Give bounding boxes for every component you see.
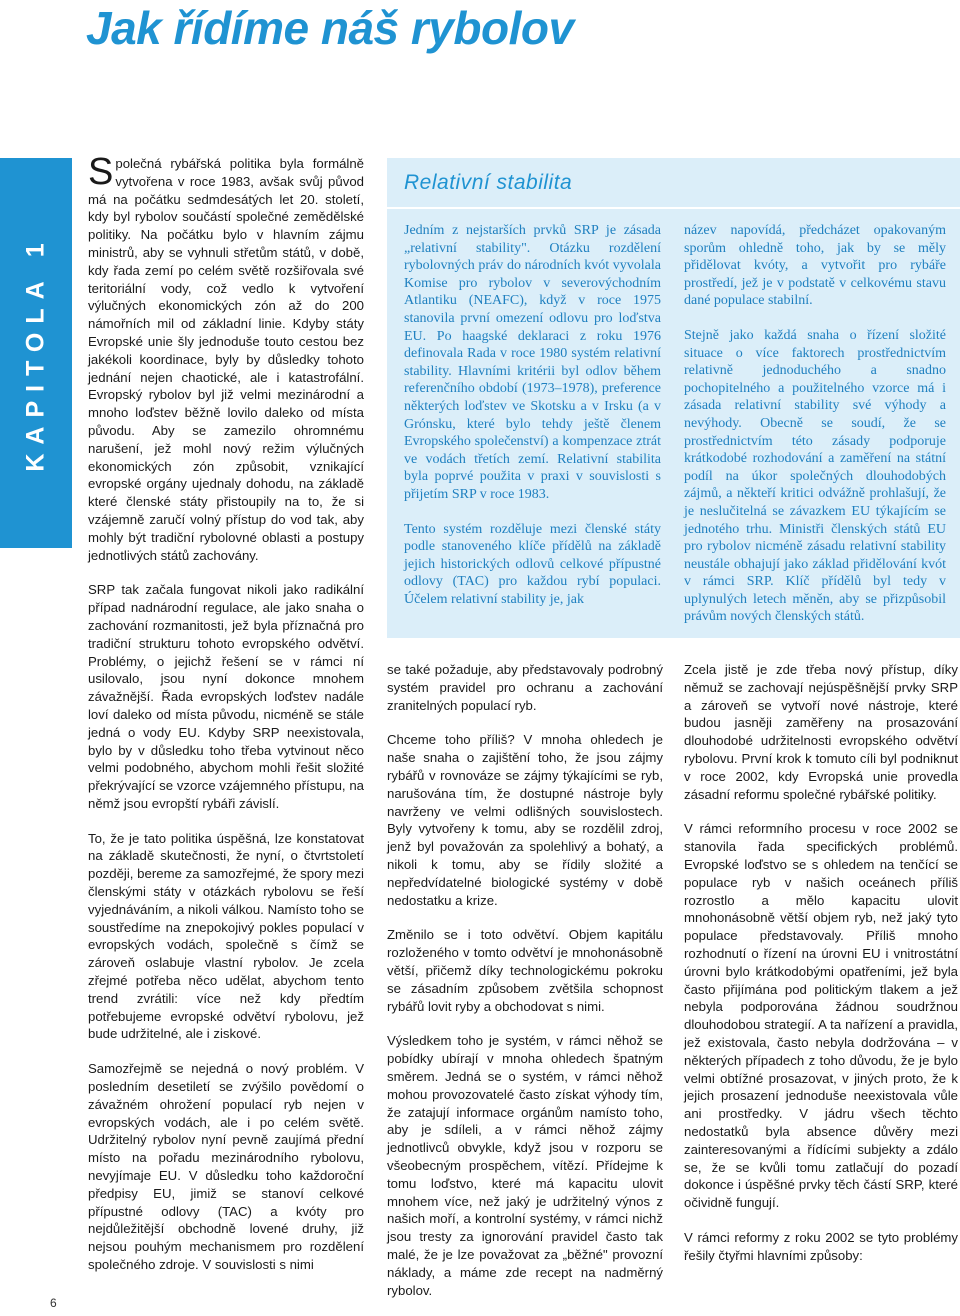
box-divider (387, 207, 960, 209)
page-number: 6 (50, 1296, 57, 1310)
page-title: Jak řídíme náš rybolov (86, 2, 574, 54)
paragraph: V rámci reformního procesu v roce 2002 se stanovila řada specifických problémů. Evropské loďstvo se s ohledem na tenčící se populace ryb v našich oceánech příliš rozrostlo a mělo kapacitu ulovit mnohonásobně větší objem ryb, než jaký tyto populace představovaly. Příliš mnoho rozhodnutí o řízení na úrovni EU i vnitrostátní úrovni bylo krátkodobými opatřeními, jež byla často přijímána pod politickým tlakem a jež nebyla podporována žádnou soudržnou dlouhodobou strategií. A ta nařízení a pravidla, jež existovala, často nebyla dodržována – v některých případech z toho důvodu, že je bylo velmi obtížné prosazovat, v jiných proto, že k jejich prosazení jednoduše neexistovala vůle ani prostředky. V jádru všech těchto nedostatků byla absence důvěry mezi zainteresovanými a řídícími subjekty a zdálo se, že se kvůli tomu zatlačují do pozadí dokonce i úspěšné prvky těch částí SRP, které očividně fungují. (684, 821, 958, 1211)
box-paragraph: název napovídá, předcházet opakovaným sporům ohledně toho, jak by se měly přidělovat kvóty, a vytvořit pro rybáře prostředí, jež je v podstatě v celkovému stavu dané populace stabilní. (684, 223, 946, 309)
text-column-2 (387, 661, 663, 1316)
chapter-sidebar (0, 158, 72, 548)
box-title: Relativní stabilita (404, 171, 573, 194)
paragraph: Zcela jistě je zde třeba nový přístup, díky němuž se zachovají nejúspěšnější prvky SRP a zároveň se vytvoří nové nástroje, které budou jasněji zaměřeny na prosazování dlouhodobé udržitelnosti evropského odvětví rybolovu. První krok k tomuto cíli byl podniknut v roce 2002, kdy Evropská unie provedla zásadní reformu společné rybářské politiky. (684, 662, 958, 802)
text-column-1 (88, 151, 364, 1291)
paragraph: V rámci reformy z roku 2002 se tyto problémy řešily čtyřmi hlavními způsoby: (684, 1229, 958, 1263)
paragraph: SRP tak začala fungovat nikoli jako radikální případ nadnárodní regulace, ale jako snaha o zachování rozmanitosti, jež byla příznačná pro tradiční strukturu tohoto evropského odvětví. Problémy, o jejichž řešení se v rámci ní usilovalo, jsou nyní dokonce mnohem závažnější. Řada evropských loďstev nadále loví daleko od místa původu, nicméně se stále jedná o vody EU. Kdyby SRP neexistovala, bylo by v důsledku toho třeba vytvinout něco velmi podobného, abychom mohli řešit složité překrývající se vzorce vzájemného přístupu, na němž jsou evropští rybáři závislí. (88, 582, 364, 811)
box-paragraph: Jedním z nejstarších prvků SRP je zásada „relativní stability". Otázku rozdělení rybolovných práv do národních kvót vyvolala Komise pro rybolov v severovýchodním Atlantiku (NEAFC), když v roce 1975 stanovila první omezení odlovu pro loďstva EU. Po haagské deklaraci z roku 1976 definovala Rada v roce 1980 systém relativní stability. Hlavními kritérii byl odlov během referenčního období (1973–1978), preference některých loďstev ve Skotsku a v Irsku (a v Grónsku, které bylo tehdy ještě členem Evropského společenství) a kompenzace ztrát ve vodách třetích zemí. Relativní stabilita byla poprvé použita v praxi v souvislosti s přijetím SRP v roce 1983. (404, 223, 661, 502)
paragraph: To, že je tato politika úspěšná, lze konstatovat na základě skutečnosti, že nyní, o čtvrtstoletí později, bereme za samozřejmé, že spory mezi členskými státy v otázkách rybolovu se řeší vyjednáváním, a nikoli válkou. Namísto toho se soustředíme na znepokojivý pokles populací v evropských vodách, společně s čímž se zároveň oslabuje vlastní rybolov. Je zcela zřejmé potřeba něco udělat, abychom tento trend zvrátili: více než kdy předtím potřebujeme evropské odvětví rybolovu, jež bude udržitelné, ale i ziskové. (88, 830, 364, 1042)
paragraph: Výsledkem toho je systém, v rámci něhož se pobídky ubírají v mnoha ohledech špatným směrem. Jedná se o systém, v rámci něhož mohou provozovatelé často získat výhody tím, že zatajují informace orgánům namísto toho, aby je sdíleli, a v rámci něhož zájmy jednotlivců obvykle, když jsou v rozporu se všeobecným prospěchem, vítězí. Přídejme k tomu loďstvo, které má kapacitu ulovit mnohem více, než jaký je udržitelný výnos z našich moří, a kontrolní systémy, v rámci nichž jsou tresty za ignorování pravidel často tak malé, že je lze považovat za „běžné" provozní náklady, a máme zde recept na nadměrný rybolov. (387, 1033, 663, 1298)
drop-cap: S (88, 151, 114, 193)
paragraph: Chceme toho příliš? V mnoha ohledech je naše snaha o zajištění toho, že jsou zájmy rybářů v rovnováze se zájmy týkajícími se ryb, narušována tím, že dostupné nástroje byly navrženy ve velmi odlišných souvislostech. Byly vytvořeny k tomu, aby se rozdělil zdroj, jenž byl považován za spolehlivý a bohatý, a nikoli k tomu, aby se řídily složité a nepředvídatelné biologické systémy v době nedostatku a krize. (387, 732, 663, 908)
intro-paragraph-text: polečná rybářská politika byla formálně vytvořena v roce 1983, avšak svůj původ má na počátku sedmdesátých let 20. století, kdy byl rybolov součástí společné zemědělské politiky. Na počátku bylo v hlavním zájmu ministrů, aby se vyhnuli střetům států, v době, kdy řada zemí po celém světě rozšiřovala své teritoriální vody, což vedlo k vytvoření výlučných ekonomických zón až do 200 námořních mil od základní linie. Kdyby státy Evropské unie šly jednoduše touto cestou bez jakékoli koordinace, byly by důsledky tohoto jednání nejen chaotické, ale i katastrofální. Evropský rybolov byl již velmi mezinárodní a mnoho loďstev běžně lovilo daleko od místa původu. Aby se zamezilo ohromnému narušení, jež mohl nový režim výlučných ekonomických zón způsobit, vznikající evropské orgány ujednaly dohodu, na základě které členské státy přistoupily na to, že si vzájemně zaručí volný přístup do vod tak, aby mohly být tradiční rybolovné oblasti a postupy jednotlivých států zachovány. (88, 156, 364, 563)
paragraph: Samozřejmě se nejedná o nový problém. V posledním desetiletí se zvýšilo povědomí o závažném ohrožení populací ryb nejen v evropských vodách, ale i po celém světě. Udržitelný rybolov nyní pevně zaujímá přední místo na pořadu mezinárodního rybolovu, nevyjímaje EU. V důsledku toho každoroční předpisy EU, jimiž se stanoví celkové přípustné odlovy (TAC) a kvóty pro nejdůležitější obchodně lovené druhy, již nejsou pouhým mechanismem pro rozdělení společného zdroje. V souvislosti s nimi (88, 1061, 364, 1273)
box-column-right (684, 222, 946, 643)
text-column-3 (684, 661, 958, 1282)
chapter-label: KAPITOLA 1 (21, 234, 50, 472)
intro-paragraph (88, 151, 364, 564)
paragraph: Změnilo se i toto odvětví. Objem kapitálu rozloženého v tomto odvětví je mnohonásobně větší, přičemž díky technologickému pokroku se zásadním způsobem zvětšila schopnost rybářů lovit ryby a obchodovat s nimi. (387, 927, 663, 1014)
paragraph: se také požaduje, aby představovaly podrobný systém pravidel pro ochranu a zachování zranitelných populací ryb. (387, 662, 663, 713)
box-paragraph: Tento systém rozděluje mezi členské státy podle stanoveného klíče přídělů na základě jejich historických odlovů celkové přípustné odlovy (TAC) pro každou rybí populaci. Účelem relativní stability je, jak (404, 521, 661, 607)
box-column-left (404, 222, 661, 625)
box-paragraph: Stejně jako každá snaha o řízení složité situace o více faktorech prostřednictvím relativně jednoduchého a snadno pochopitelného a použitelného vzorce má i zásada relativní stability své výhody a nevýhody. Obecně se soudí, že se prostřednictvím této zásady podporuje krátkodobé rozhodování a zaměření na státní podíl na úkor společných dlouhodobých zájmů, a někteří kritici odvážně prohlašují, že je neslučitelná se závazkem EU týkajícím se jednotého trhu. Ministři členských států EU pro rybolov nicméně zásadu relativní stability neustále obhajují jako základ přidělování kvót v rámci SRP. Klíč přídělů byl tedy v uplynulých letech měněn, aby se přizpůsobil právům nových členských států. (684, 327, 946, 625)
